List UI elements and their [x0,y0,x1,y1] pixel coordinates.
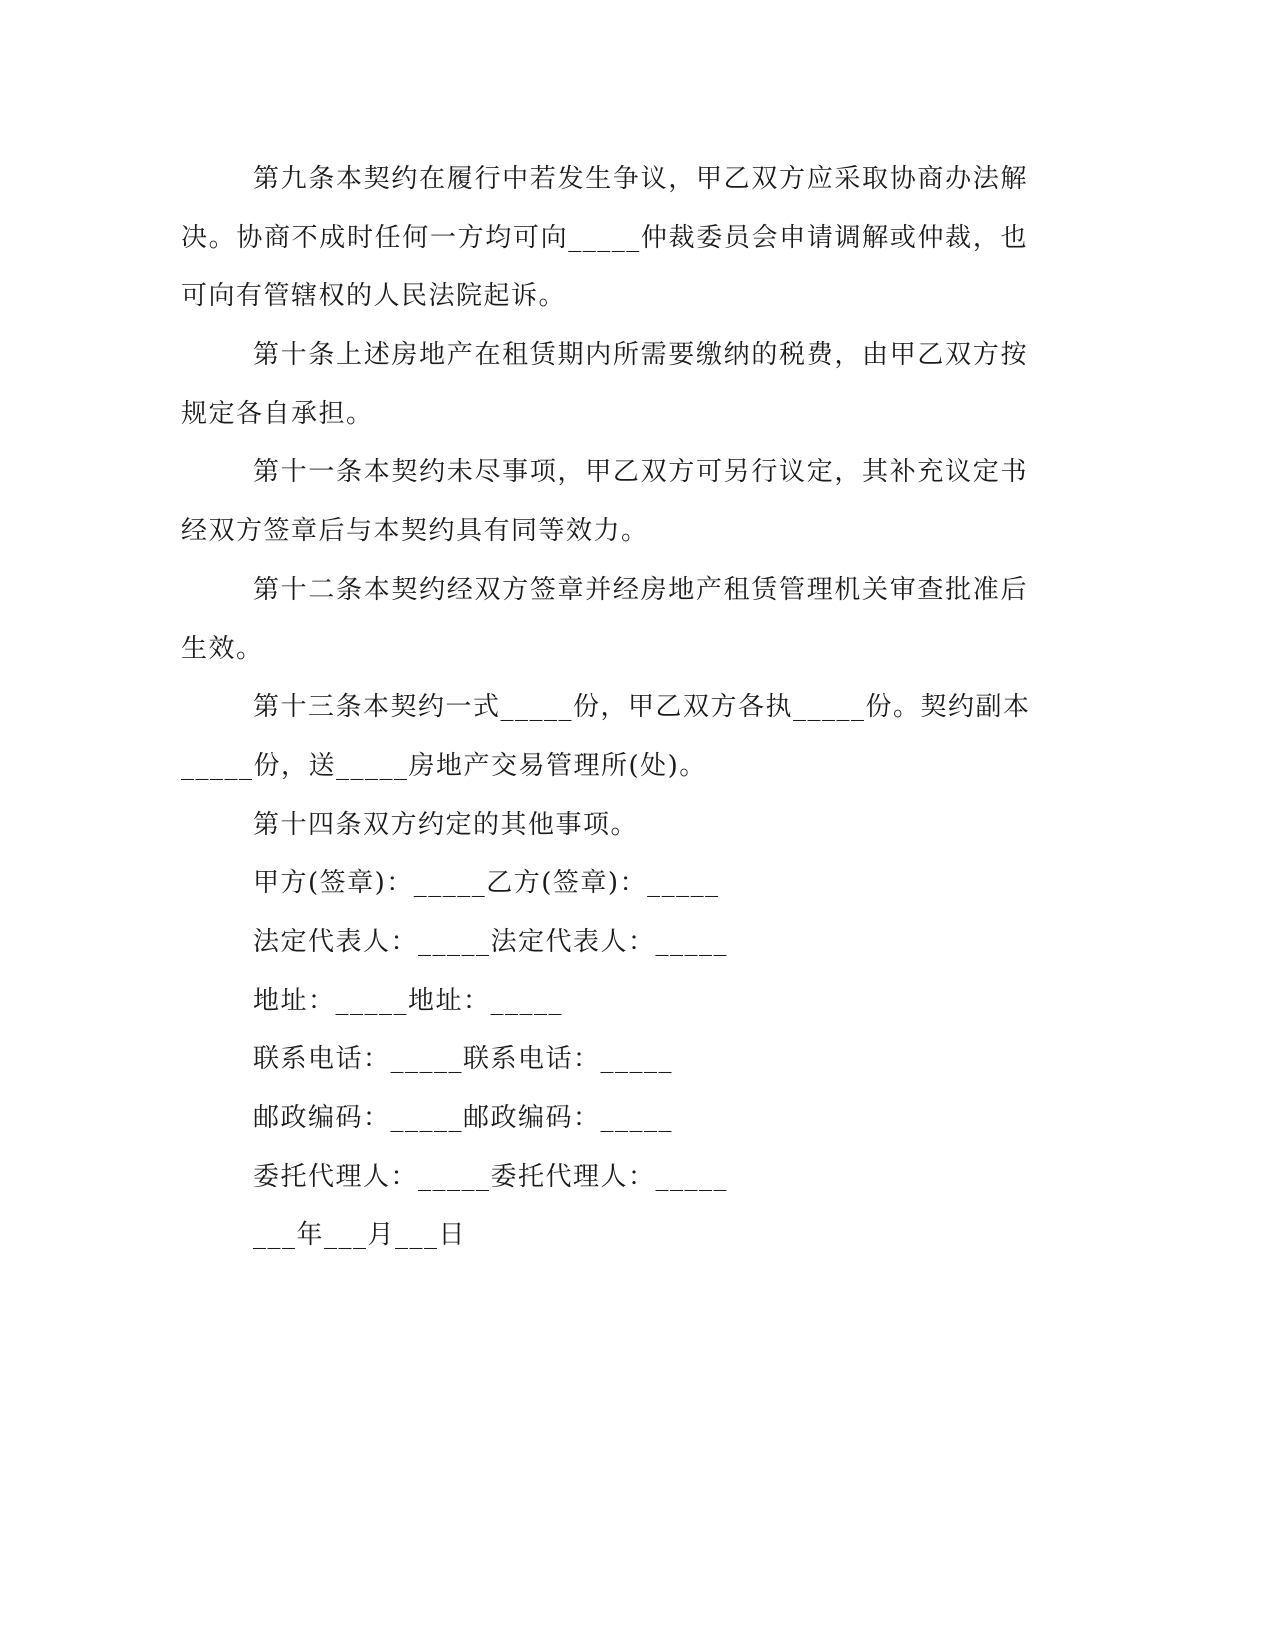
article-11-line-1: 第十一条本契约未尽事项，甲乙双方可另行议定，其补充议定书 [253,457,1028,488]
signature-phone: 联系电话：_____联系电话：_____ [253,1044,674,1075]
signature-legal-representative: 法定代表人：_____法定代表人：_____ [253,926,729,957]
article-9-line-1: 第九条本契约在履行中若发生争议，甲乙双方应采取协商办法解 [253,164,1028,194]
article-10-line-2: 规定各自承担。 [181,398,374,429]
article-14: 第十四条双方约定的其他事项。 [253,809,639,840]
article-9-line-2: 决。协商不成时任何一方均可向_____仲裁委员会申请调解或仲裁，也 [181,222,1028,253]
signature-postal-code: 邮政编码：_____邮政编码：_____ [253,1103,674,1133]
contract-page [181,150,1031,1265]
article-12-line-1: 第十二条本契约经双方签章并经房地产租赁管理机关审查批准后 [253,574,1028,605]
article-12-line-2: 生效。 [181,633,264,664]
signature-address: 地址：_____地址：_____ [253,985,564,1016]
signature-parties: 甲方(签章)：_____乙方(签章)：_____ [253,868,720,899]
article-11-line-2: 经双方签章后与本契约具有同等效力。 [181,516,649,547]
signature-date: ___年___月___日 [253,1220,467,1251]
article-13-line-2: _____份，送_____房地产交易管理所(处)。 [181,750,707,781]
signature-agent: 委托代理人：_____委托代理人：_____ [253,1161,729,1192]
article-10-line-1: 第十条上述房地产在租赁期内所需要缴纳的税费，由甲乙双方按 [253,340,1028,371]
article-9-line-3: 可向有管辖权的人民法院起诉。 [181,281,567,312]
article-13-line-1: 第十三条本契约一式_____份，甲乙双方各执_____份。契约副本 [253,692,1031,723]
